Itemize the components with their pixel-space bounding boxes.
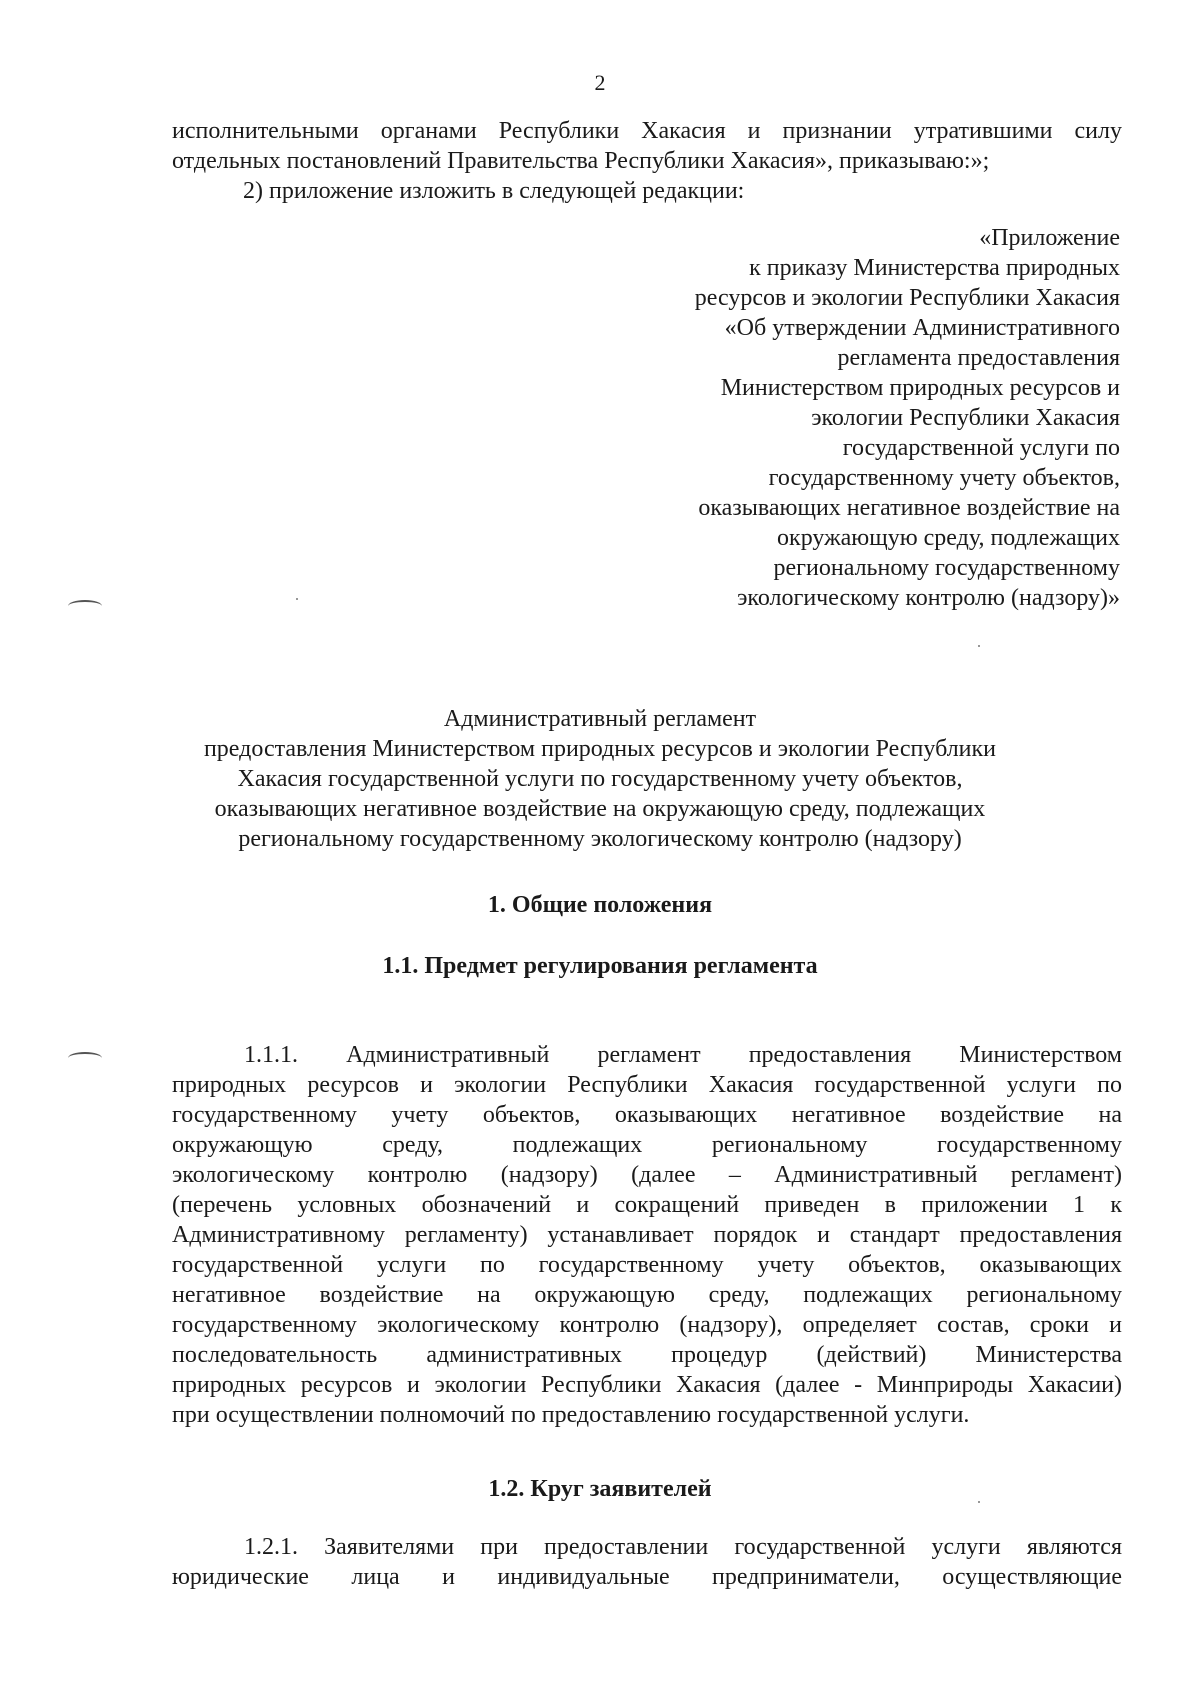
- appendix-line: экологическому контролю (надзору)»: [737, 585, 1120, 611]
- scan-dot: [978, 645, 980, 647]
- title-line: предоставления Министерством природных ресурсов и экологии Республики: [203, 736, 997, 762]
- paragraph-line: (перечень условных обозначений и сокращений приведен в приложении 1 к: [172, 1192, 1122, 1218]
- appendix-line: ресурсов и экологии Республики Хакасия: [694, 285, 1120, 311]
- subsection-heading: 1.2. Круг заявителей: [488, 1476, 712, 1502]
- title-line: Хакасия государственной услуги по государственному учету объектов,: [237, 766, 963, 792]
- paragraph-line: государственному экологическому контролю (надзору), определяет состав, сроки и: [172, 1312, 1122, 1338]
- appendix-line: государственному учету объектов,: [768, 465, 1120, 491]
- title-line: региональному государственному экологическому контролю (надзору): [238, 826, 962, 852]
- appendix-reference: [600, 223, 1120, 613]
- intro-item-2: [243, 176, 1123, 206]
- paragraph-1-1-1: [172, 1040, 1122, 1430]
- appendix-line: к приказу Министерства природных: [749, 255, 1120, 281]
- subsection-heading: 1.1. Предмет регулирования регламента: [382, 953, 818, 979]
- paragraph-line: 1.2.1. Заявителями при предоставлении государственной услуги являются: [244, 1534, 1122, 1560]
- appendix-line: Министерством природных ресурсов и: [720, 375, 1120, 401]
- paragraph-line: при осуществлении полномочий по предоставлению государственной услуги.: [172, 1402, 970, 1428]
- scan-dot: [296, 598, 298, 600]
- section-heading: 1. Общие положения: [487, 892, 713, 918]
- intro-line: исполнительными органами Республики Хакасия и признании утратившими силу: [172, 118, 1122, 144]
- paragraph-line: последовательность административных процедур (действий) Министерства: [172, 1342, 1122, 1368]
- paragraph-line: государственному учету объектов, оказывающих негативное воздействие на: [172, 1102, 1122, 1128]
- appendix-line: регламента предоставления: [837, 345, 1120, 371]
- scan-mark: [68, 600, 102, 612]
- paragraph-1-2-1: [172, 1532, 1122, 1592]
- appendix-line: «Об утверждении Административного: [724, 315, 1120, 341]
- appendix-line: региональному государственному: [773, 555, 1120, 581]
- paragraph-line: окружающую среду, подлежащих региональному государственному: [172, 1132, 1122, 1158]
- appendix-line: государственной услуги по: [842, 435, 1120, 461]
- title-line: оказывающих негативное воздействие на окружающую среду, подлежащих: [214, 796, 986, 822]
- intro-line: отдельных постановлений Правительства Республики Хакасия», приказываю:»;: [172, 148, 990, 174]
- appendix-line: окружающую среду, подлежащих: [777, 525, 1120, 551]
- paragraph-line: государственной услуги по государственному учету объектов, оказывающих: [172, 1252, 1122, 1278]
- paragraph-line: 1.1.1. Административный регламент предоставления Министерством: [244, 1042, 1122, 1068]
- scan-dot: [978, 1501, 980, 1503]
- paragraph-line: Административному регламенту) устанавливает порядок и стандарт предоставления: [172, 1222, 1122, 1248]
- title-line: Административный регламент: [443, 706, 757, 732]
- intro-paragraph: [172, 116, 1122, 176]
- appendix-line: оказывающих негативное воздействие на: [698, 495, 1120, 521]
- item-2-text: 2) приложение изложить в следующей редакции:: [243, 178, 745, 204]
- paragraph-line: экологическому контролю (надзору) (далее – Административный регламент): [172, 1162, 1122, 1188]
- regulation-title: [150, 704, 1050, 854]
- paragraph-line: природных ресурсов и экологии Республики Хакасия (далее - Минприроды Хакасии): [172, 1372, 1122, 1398]
- appendix-line: «Приложение: [979, 225, 1120, 251]
- page-number: 2: [594, 70, 606, 95]
- paragraph-line: природных ресурсов и экологии Республики Хакасия государственной услуги по: [172, 1072, 1122, 1098]
- paragraph-line: негативное воздействие на окружающую среду, подлежащих региональному: [172, 1282, 1122, 1308]
- scan-mark: [68, 1052, 102, 1064]
- appendix-line: экологии Республики Хакасия: [811, 405, 1120, 431]
- paragraph-line: юридические лица и индивидуальные предприниматели, осуществляющие: [172, 1564, 1122, 1590]
